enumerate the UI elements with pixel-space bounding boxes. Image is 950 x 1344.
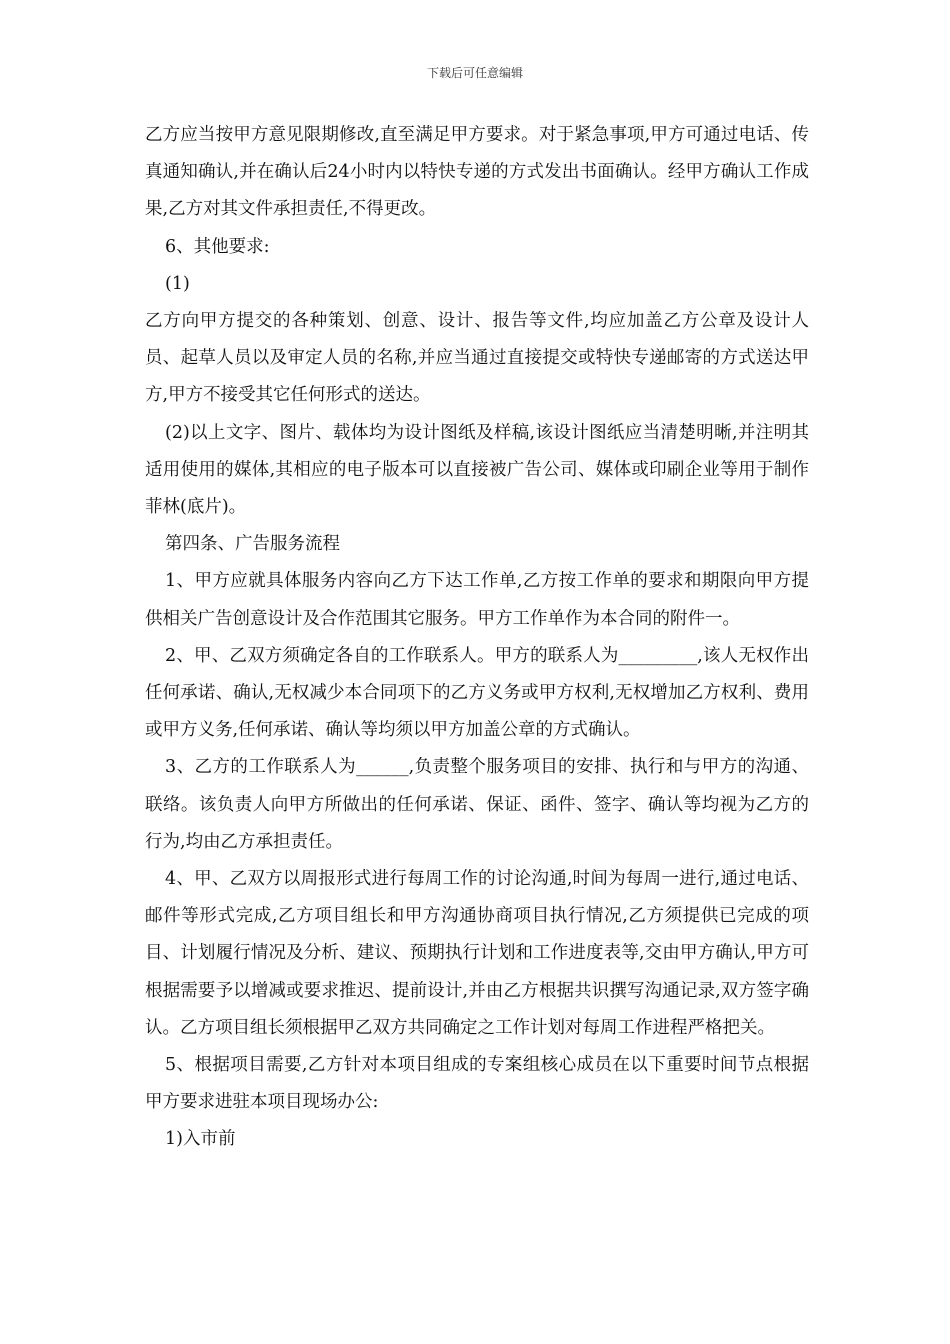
paragraph: 乙方向甲方提交的各种策划、创意、设计、报告等文件,均应加盖乙方公章及设计人员、起草人员以及审定人员的名称,并应当通过直接提交或特快专递邮寄的方式送达甲方,甲方不接受其它任何形式的送达。 xyxy=(145,311,809,406)
paragraph: 5、根据项目需要,乙方针对本项目组成的专案组核心成员在以下重要时间节点根据甲方要求进驻本项目现场办公: xyxy=(145,1055,809,1113)
list-marker: (1) xyxy=(165,273,190,294)
section-heading: 6、其他要求: xyxy=(165,236,270,257)
list-item: 1)入市前 xyxy=(165,1129,236,1150)
paragraph: 3、乙方的工作联系人为______,负责整个服务项目的安排、执行和与甲方的沟通、联络。该负责人向甲方所做出的任何承诺、保证、函件、签字、确认等均视为乙方的行为,均由乙方承担责任。 xyxy=(145,757,809,852)
paragraph: 1、甲方应就具体服务内容向乙方下达工作单,乙方按工作单的要求和期限向甲方提供相关广告创意设计及合作范围其它服务。甲方工作单作为本合同的附件一。 xyxy=(145,571,809,629)
paragraph: (2)以上文字、图片、载体均为设计图纸及样稿,该设计图纸应当清楚明晰,并注明其适用使用的媒体,其相应的电子版本可以直接被广告公司、媒体或印刷企业等用于制作菲林(底片)。 xyxy=(145,422,809,518)
paragraph: 乙方应当按甲方意见限期修改,直至满足甲方要求。对于紧急事项,甲方可通过电话、传真通知确认,并在确认后24小时内以特快专递的方式发出书面确认。经甲方确认工作成果,乙方对其文件承担责任,不得更改。 xyxy=(145,125,809,220)
document-body xyxy=(145,117,809,1159)
paragraph: 2、甲、乙双方须确定各自的工作联系人。甲方的联系人为_________,该人无权作出任何承诺、确认,无权减少本合同项下的乙方义务或甲方权利,无权增加乙方权利、费用或甲方义务,任何承诺、确认等均须以甲方加盖公章的方式确认。 xyxy=(145,645,809,741)
paragraph: 4、甲、乙双方以周报形式进行每周工作的讨论沟通,时间为每周一进行,通过电话、邮件等形式完成,乙方项目组长和甲方沟通协商项目执行情况,乙方须提供已完成的项目、计划履行情况及分析、建议、预期执行计划和工作进度表等,交由甲方确认,甲方可根据需要予以增减或要求推迟、提前设计,并由乙方根据共识撰写沟通记录,双方签字确认。乙方项目组长须根据甲乙双方共同确定之工作计划对每周工作进程严格把关。 xyxy=(145,869,809,1038)
page-header: 下载后可任意编辑 xyxy=(426,66,523,80)
article-heading: 第四条、广告服务流程 xyxy=(165,534,340,555)
